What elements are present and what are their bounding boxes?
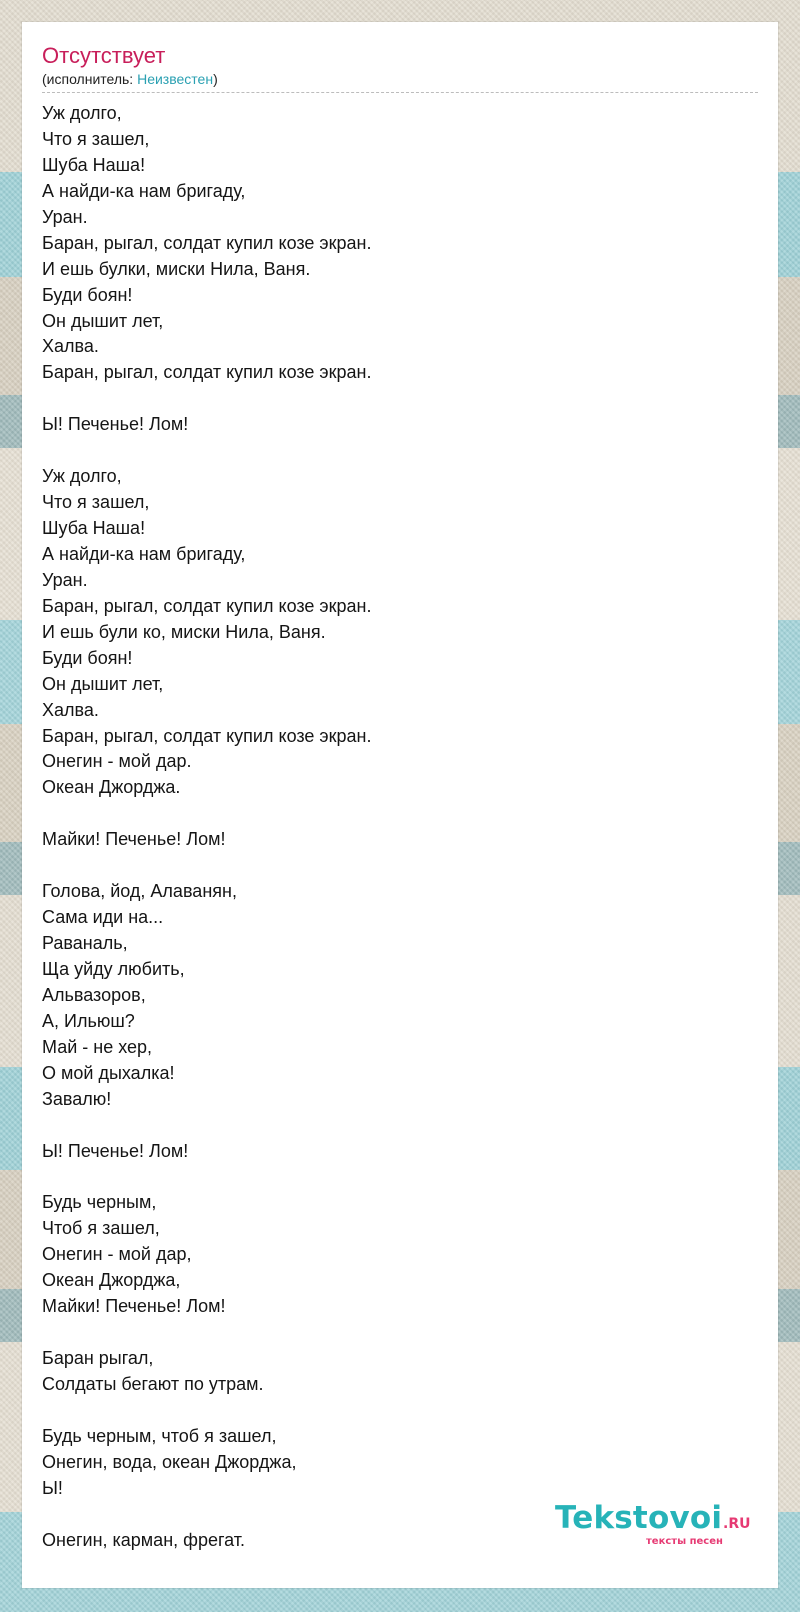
lyric-blank-line: [42, 1113, 742, 1139]
lyric-line: А, Ильюш?: [42, 1010, 135, 1031]
lyric-line: Шуба Наша!: [42, 154, 146, 175]
lyric-line: Уж долго,: [42, 466, 122, 487]
lyric-line: А найди-ка нам бригаду,: [42, 180, 246, 201]
lyric-line: Баран, рыгал, солдат купил козе экран.: [42, 232, 372, 253]
artist-suffix: ): [213, 71, 218, 87]
lyric-line: Голова, йод, Алаванян,: [42, 881, 237, 902]
lyric-blank-line: [42, 1398, 742, 1424]
site-logo[interactable]: [555, 1498, 755, 1568]
lyric-line: Баран, рыгал, солдат купил козе экран.: [42, 362, 372, 383]
lyric-blank-line: [42, 801, 742, 827]
lyric-blank-line: [42, 1164, 742, 1190]
lyric-line: Баран рыгал,: [42, 1348, 154, 1368]
divider: [42, 92, 758, 93]
lyric-line: И ешь булки, миски Нила, Ваня.: [42, 258, 311, 279]
logo-tagline: тексты песен: [646, 1536, 723, 1547]
lyric-line: Завалю!: [42, 1088, 112, 1109]
lyric-line: О мой дыхалка!: [42, 1062, 175, 1083]
lyric-line: Онегин, карман, фрегат.: [42, 1529, 246, 1550]
lyric-line: Что я зашел,: [42, 128, 150, 149]
lyric-line: Солдаты бегают по утрам.: [42, 1373, 264, 1394]
lyric-line: Онегин - мой дар.: [42, 751, 192, 772]
lyric-line: Буди боян!: [42, 647, 133, 668]
artist-link[interactable]: Неизвестен: [137, 71, 214, 87]
lyric-line: Уж долго,: [42, 103, 122, 123]
lyric-line: Онегин, вода, океан Джорджа,: [42, 1451, 297, 1472]
lyric-line: Ы!: [42, 1477, 63, 1498]
lyric-line: А найди-ка нам бригаду,: [42, 543, 246, 564]
lyric-line: Шуба Наша!: [42, 518, 146, 538]
lyrics-card: [22, 22, 778, 1588]
lyric-line: Ы! Печенье! Лом!: [42, 414, 189, 435]
lyric-blank-line: [42, 1320, 742, 1346]
lyric-blank-line: [42, 438, 742, 464]
lyric-line: Океан Джорджа,: [42, 1270, 181, 1291]
lyric-line: Ща уйду любить,: [42, 958, 185, 979]
artist-prefix: (исполнитель:: [42, 71, 138, 87]
lyric-line: И ешь були ко, миски Нила, Ваня.: [42, 621, 326, 642]
lyric-line: Ы! Печенье! Лом!: [42, 1140, 189, 1161]
lyric-blank-line: [42, 386, 742, 412]
lyric-line: Уран.: [42, 569, 88, 590]
lyric-line: Буди боян!: [42, 284, 133, 305]
lyric-line: Раваналь,: [42, 933, 128, 953]
logo-wordmark: Tekstovoi: [555, 1500, 723, 1536]
lyric-line: Халва.: [42, 699, 99, 720]
lyric-line: Будь черным, чтоб я зашел,: [42, 1425, 277, 1446]
lyric-blank-line: [42, 853, 742, 879]
lyric-line: Что я зашел,: [42, 492, 150, 513]
lyric-line: Он дышит лет,: [42, 673, 164, 694]
lyric-line: Майки! Печенье! Лом!: [42, 829, 226, 850]
lyric-line: Онегин - мой дар,: [42, 1244, 192, 1265]
lyric-line: Халва.: [42, 336, 99, 357]
lyric-line: Сама иди на...: [42, 907, 164, 928]
artist-line: [42, 70, 218, 88]
lyric-line: Май - не хер,: [42, 1036, 153, 1057]
lyric-line: Он дышит лет,: [42, 310, 164, 331]
logo-domain: .RU: [723, 1516, 751, 1532]
lyric-line: Альвазоров,: [42, 984, 146, 1005]
lyric-line: Баран, рыгал, солдат купил козе экран.: [42, 595, 372, 616]
lyrics-text: [42, 101, 742, 1554]
lyric-line: Уран.: [42, 206, 88, 227]
song-title: Отсутствует: [42, 43, 166, 68]
lyric-line: Майки! Печенье! Лом!: [42, 1296, 226, 1317]
lyric-line: Чтоб я зашел,: [42, 1218, 160, 1239]
lyric-line: Баран, рыгал, солдат купил козе экран.: [42, 725, 372, 746]
lyric-line: Будь черным,: [42, 1192, 157, 1213]
lyric-line: Океан Джорджа.: [42, 777, 181, 798]
